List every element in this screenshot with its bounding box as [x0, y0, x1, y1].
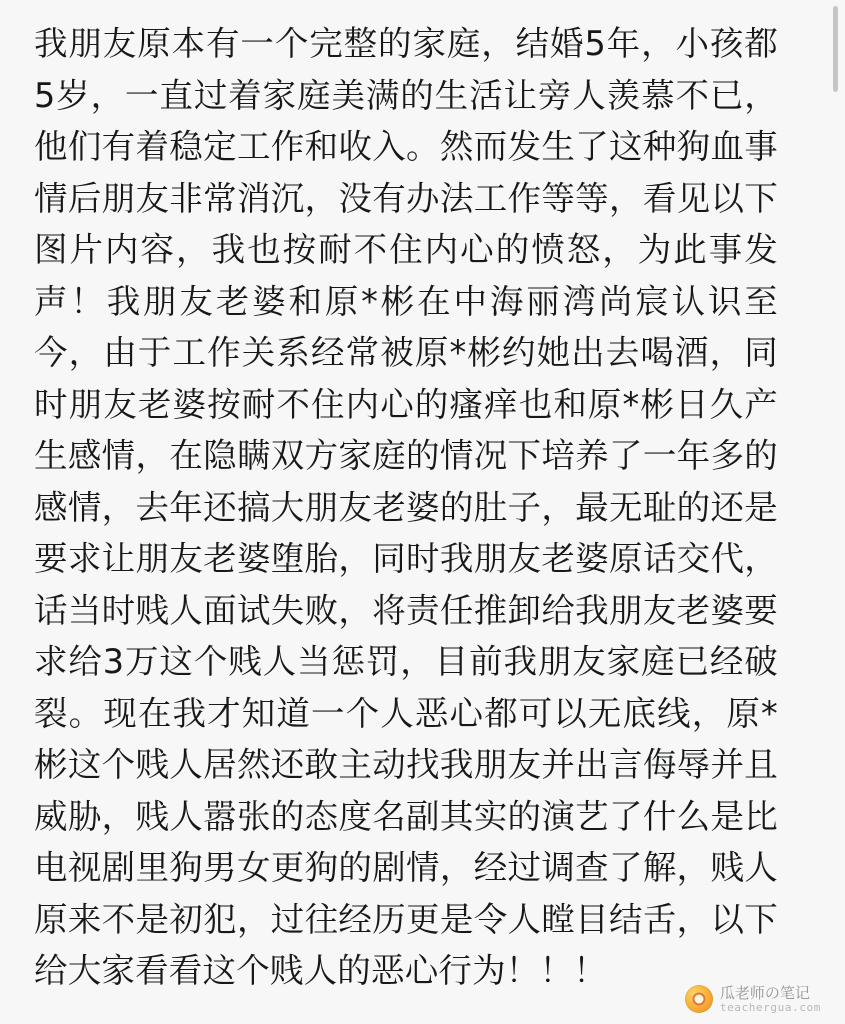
watermark-text-group	[720, 985, 821, 1014]
watermark-logo-icon	[685, 985, 713, 1013]
watermark	[685, 985, 821, 1014]
scrollbar-thumb[interactable]	[833, 6, 838, 92]
article-paragraph: 我朋友原本有一个完整的家庭，结婚5年，小孩都5岁，一直过着家庭美满的生活让旁人羡慕不已，他们有着稳定工作和收入。然而发生了这种狗血事情后朋友非常消沉，没有办法工作等等，看见以下图片内容，我也按耐不住内心的愤怒，为此事发声！我朋友老婆和原*彬在中海丽湾尚宸认识至今，由于工作关系经常被原*彬约她出去喝酒，同时朋友老婆按耐不住内心的瘙痒也和原*彬日久产生感情，在隐瞒双方家庭的情况下培养了一年多的感情，去年还搞大朋友老婆的肚子，最无耻的还是要求让朋友老婆堕胎，同时我朋友老婆原话交代，话当时贱人面试失败，将责任推卸给我朋友老婆要求给3万这个贱人当惩罚，目前我朋友家庭已经破裂。现在我才知道一个人恶心都可以无底线，原*彬这个贱人居然还敢主动找我朋友并出言侮辱并且威胁，贱人嚣张的态度名副其实的演艺了什么是比电视剧里狗男女更狗的剧情，经过调查了解，贱人原来不是初犯，过往经历更是令人瞠目结舌，以下给大家看看这个贱人的恶心行为！！！	[34, 24, 778, 990]
watermark-title: 瓜老师の笔记	[719, 983, 810, 1002]
watermark-subtitle: teacherguа.com	[719, 1000, 821, 1014]
vertical-scrollbar[interactable]	[833, 0, 842, 1024]
